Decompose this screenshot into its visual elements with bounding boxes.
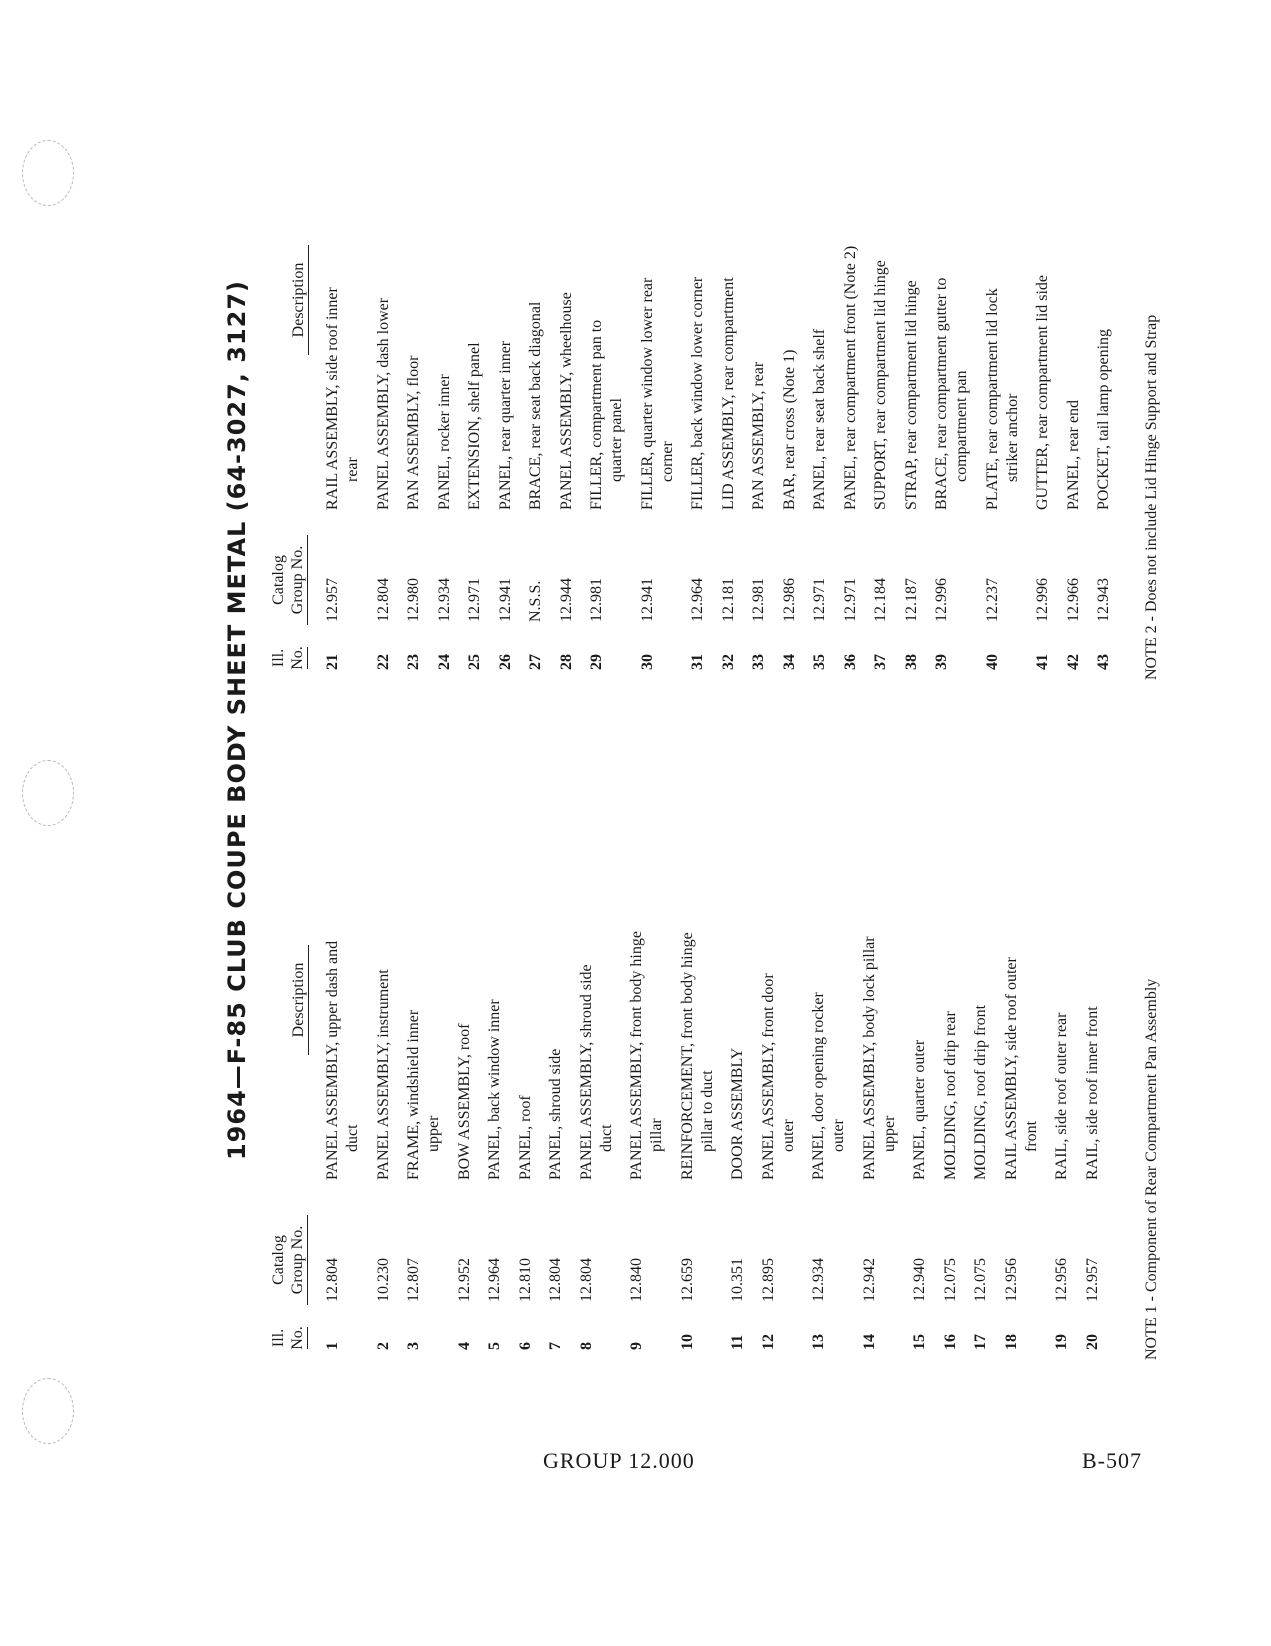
catalog-group-number: 12.804 (577, 1258, 595, 1302)
catalog-group-number: 10.351 (729, 1258, 746, 1302)
ill-number: 32 (719, 654, 737, 670)
ill-number: 6 (516, 1342, 534, 1350)
part-description (902, 280, 922, 510)
ill-number: 34 (780, 654, 798, 670)
catalog-group-number: 12.934 (810, 1258, 827, 1302)
ill-number: 15 (911, 1334, 928, 1350)
ill-number: 37 (872, 654, 889, 670)
ill-number: 19 (1053, 1334, 1070, 1350)
part-description (374, 298, 394, 510)
part-description (374, 969, 394, 1180)
description-continuation: upper (880, 1115, 898, 1152)
description-line: STRAP, rear compartment lid hinge (902, 280, 920, 510)
description-line: PANEL ASSEMBLY, wheelhouse (557, 292, 575, 510)
ill-number: 43 (1095, 654, 1112, 670)
catalog-group-number: 12.986 (780, 578, 798, 622)
description-line: MOLDING, roof drip rear (941, 1011, 959, 1180)
binder-hole-bottom (22, 1378, 74, 1444)
ill-number: 20 (1083, 1334, 1101, 1350)
part-description (526, 302, 546, 510)
part-description (1002, 957, 1042, 1180)
description-continuation: rear (344, 457, 361, 482)
catalog-group-number: 12.181 (719, 578, 737, 622)
right-catalog-header-rule (307, 535, 308, 625)
ill-number: 8 (577, 1342, 595, 1350)
right-ill-header-rule (307, 647, 308, 669)
description-line: BRACE, rear seat back diagonal (527, 301, 544, 510)
catalog-group-number: 12.804 (547, 1258, 564, 1302)
catalog-group-number: 12.895 (759, 1258, 777, 1302)
left-description-header (289, 820, 309, 1180)
left-ill-header-rule (307, 1327, 308, 1349)
part-description (809, 992, 849, 1180)
description-line: FILLER, compartment pan to (588, 319, 605, 510)
part-description (932, 278, 972, 510)
description-line: PLATE, rear compartment lid lock (983, 288, 1001, 510)
description-line: EXTENSION, shelf panel (466, 342, 483, 510)
ill-number: 16 (941, 1334, 959, 1350)
description-line: LID ASSEMBLY, rear compartment (719, 277, 737, 510)
page-title: 1964—F-85 CLUB COUPE BODY SHEET METAL (64-3027, 3127) (223, 279, 251, 1161)
left-description-header-text: Description (290, 962, 307, 1038)
catalog-group-number: 12.966 (1064, 578, 1082, 622)
catalog-group-number: 12.971 (811, 578, 828, 622)
right-description-header-text: Description (290, 262, 307, 338)
description-line: RAIL, side roof outer rear (1053, 1012, 1070, 1180)
description-line: RAIL ASSEMBLY, side roof inner (324, 287, 341, 510)
description-continuation: corner (658, 441, 676, 482)
ill-number: 23 (405, 654, 422, 670)
description-line: PANEL, rear quarter inner (496, 340, 514, 510)
ill-number: 35 (811, 654, 828, 670)
part-description (871, 260, 891, 510)
description-line: PANEL ASSEMBLY, shroud side (577, 964, 595, 1180)
part-description (404, 1010, 444, 1180)
right-ill-header-line1: Ill. (270, 648, 287, 668)
catalog-group-number: 12.943 (1095, 578, 1112, 622)
note-1: NOTE 1 - Component of Rear Compartment Pan Assembly (1143, 978, 1160, 1360)
description-continuation: pillar (648, 1118, 665, 1152)
catalog-group-number: 10.230 (374, 1258, 392, 1302)
description-line: REINFORCEMENT, front body hinge (678, 932, 696, 1180)
catalog-group-number: 12.659 (678, 1258, 696, 1302)
catalog-group-number: 12.941 (496, 578, 514, 622)
description-line: DOOR ASSEMBLY (729, 1047, 746, 1180)
left-catalog-header-rule (307, 1215, 308, 1305)
description-line: PAN ASSEMBLY, floor (405, 355, 422, 510)
ill-number: 14 (860, 1334, 878, 1350)
ill-number: 24 (435, 654, 453, 670)
catalog-group-number: 12.952 (455, 1258, 473, 1302)
right-ill-header-line2: No. (289, 646, 306, 670)
description-continuation: quarter panel (608, 398, 625, 482)
left-ill-header-line1: Ill. (270, 1328, 287, 1348)
description-continuation: front (1022, 1120, 1040, 1152)
catalog-group-number: 12.187 (902, 578, 920, 622)
catalog-group-number: 12.964 (689, 578, 706, 622)
binder-hole-middle (22, 760, 74, 826)
description-line: BRACE, rear compartment gutter to (933, 277, 950, 510)
description-continuation: duct (344, 1124, 361, 1152)
part-description (759, 973, 799, 1180)
part-description (688, 277, 708, 510)
part-description (323, 287, 363, 510)
part-description (910, 1040, 930, 1180)
ill-number: 21 (324, 654, 341, 670)
ill-number: 25 (466, 654, 483, 670)
description-continuation: striker anchor (1003, 393, 1021, 482)
right-catalog-header-line1: Catalog (270, 555, 287, 605)
left-ill-header-line2: No. (289, 1326, 306, 1350)
catalog-group-number: 12.807 (405, 1258, 422, 1302)
part-description (841, 246, 861, 510)
ill-number: 3 (405, 1342, 422, 1350)
footer-page-number: B-507 (1082, 1448, 1142, 1473)
part-description (941, 1011, 961, 1180)
description-line: PANEL, rear end (1064, 399, 1082, 510)
description-continuation: outer (830, 1119, 847, 1152)
ill-number: 22 (374, 654, 392, 670)
rotated-parts-table (215, 70, 1215, 1370)
part-description (587, 320, 627, 510)
part-description (728, 1048, 748, 1180)
catalog-group-number: 12.075 (972, 1258, 989, 1302)
part-description (810, 329, 830, 510)
part-description (719, 277, 739, 510)
ill-number: 26 (496, 654, 514, 670)
catalog-group-number: 12.940 (911, 1258, 928, 1302)
part-description (516, 1095, 536, 1180)
catalog-group-number: 12.981 (588, 578, 605, 622)
catalog-group-number: 12.981 (750, 578, 767, 622)
catalog-group-number: 12.810 (516, 1258, 534, 1302)
catalog-group-number: 12.957 (1083, 1258, 1101, 1302)
ill-number: 38 (902, 654, 920, 670)
part-description (1064, 400, 1084, 510)
catalog-group-number: 12.957 (324, 578, 341, 622)
description-continuation: outer (779, 1119, 797, 1152)
description-continuation: upper (425, 1115, 442, 1152)
catalog-group-number: 12.944 (557, 578, 575, 622)
part-description (1052, 1013, 1072, 1181)
ill-number: 42 (1064, 654, 1082, 670)
catalog-group-number: N.S.S. (527, 580, 544, 622)
catalog-group-number: 12.971 (466, 578, 483, 622)
left-catalog-header-line2: Group No. (289, 1225, 306, 1295)
left-ill-header (269, 1316, 308, 1360)
part-description (1033, 275, 1053, 510)
catalog-group-number: 12.237 (983, 578, 1001, 622)
description-line: PANEL ASSEMBLY, dash lower (374, 297, 392, 510)
ill-number: 29 (588, 654, 605, 670)
ill-number: 28 (557, 654, 575, 670)
note-2: NOTE 2 - Does not include Lid Hinge Support and Strap (1143, 314, 1160, 680)
ill-number: 18 (1002, 1334, 1020, 1350)
ill-number: 4 (455, 1342, 473, 1350)
catalog-group-number: 12.075 (941, 1258, 959, 1302)
description-line: BOW ASSEMBLY, roof (455, 1023, 473, 1180)
description-line: GUTTER, rear compartment lid side (1034, 274, 1051, 510)
part-description (749, 362, 769, 510)
part-description (983, 288, 1023, 510)
left-description-header-rule (308, 945, 309, 1055)
description-line: SUPPORT, rear compartment lid hinge (872, 260, 889, 510)
description-line: PANEL, shroud side (547, 1048, 564, 1180)
description-line: PANEL ASSEMBLY, instrument (374, 969, 392, 1180)
ill-number: 2 (374, 1342, 392, 1350)
description-line: BAR, rear cross (Note 1) (780, 349, 798, 510)
description-line: PANEL, rocker inner (435, 374, 453, 510)
description-line: FILLER, back window lower corner (689, 276, 706, 510)
part-description (404, 356, 424, 510)
description-line: PANEL, rear compartment front (Note 2) (841, 245, 859, 510)
part-description (780, 350, 800, 510)
ill-number: 33 (750, 654, 767, 670)
catalog-group-number: 12.804 (324, 1258, 341, 1302)
right-catalog-header-line2: Group No. (289, 545, 306, 615)
description-continuation: duct (597, 1124, 615, 1152)
ill-number: 17 (972, 1334, 989, 1350)
catalog-group-number: 12.964 (486, 1258, 503, 1302)
ill-number: 30 (638, 654, 656, 670)
description-line: PANEL ASSEMBLY, body lock pillar (860, 936, 878, 1180)
description-line: PANEL, rear seat back shelf (811, 328, 828, 510)
part-description (1083, 1006, 1103, 1180)
description-line: PANEL ASSEMBLY, upper dash and (324, 940, 341, 1180)
left-catalog-header (269, 1212, 308, 1308)
description-line: RAIL, side roof inner front (1083, 1006, 1101, 1180)
part-description (638, 278, 678, 510)
part-description (577, 964, 617, 1180)
description-line: POCKET, tail lamp opening (1095, 328, 1112, 510)
part-description (1094, 329, 1114, 510)
part-description (557, 292, 577, 510)
ill-number: 10 (678, 1334, 696, 1350)
left-catalog-header-line1: Catalog (270, 1235, 287, 1285)
catalog-group-number: 12.934 (435, 578, 453, 622)
catalog-group-number: 12.956 (1002, 1258, 1020, 1302)
ill-number: 13 (810, 1334, 827, 1350)
part-description (496, 341, 516, 510)
part-description (435, 374, 455, 510)
ill-number: 1 (324, 1342, 341, 1350)
catalog-group-number: 12.956 (1053, 1258, 1070, 1302)
part-description (546, 1049, 566, 1180)
part-description (971, 1005, 991, 1180)
description-continuation: compartment pan (953, 370, 970, 482)
catalog-group-number: 12.996 (933, 578, 950, 622)
ill-number: 27 (527, 654, 544, 670)
description-line: PANEL, roof (516, 1095, 534, 1180)
description-line: FILLER, quarter window lower rear (638, 277, 656, 510)
description-line: PANEL, back window inner (486, 999, 503, 1180)
catalog-group-number: 12.971 (841, 578, 859, 622)
ill-number: 5 (486, 1342, 503, 1350)
description-continuation: pillar to duct (698, 1070, 716, 1152)
description-line: MOLDING, roof drip front (972, 1004, 989, 1180)
ill-number: 39 (933, 654, 950, 670)
part-description (485, 999, 505, 1180)
description-line: FRAME, windshield inner (405, 1009, 422, 1180)
catalog-group-number: 12.804 (374, 578, 392, 622)
catalog-group-number: 12.184 (872, 578, 889, 622)
description-line: RAIL ASSEMBLY, side roof outer (1002, 957, 1020, 1180)
ill-number: 11 (729, 1334, 746, 1350)
binder-hole-top (22, 140, 74, 206)
description-line: PAN ASSEMBLY, rear (750, 361, 767, 510)
catalog-group-number: 12.996 (1034, 578, 1051, 622)
part-description (678, 932, 718, 1180)
catalog-group-number: 12.941 (638, 578, 656, 622)
description-line: PANEL, quarter outer (911, 1039, 928, 1180)
part-description (627, 931, 667, 1180)
part-description (455, 1024, 475, 1181)
right-catalog-header (269, 532, 308, 628)
catalog-group-number: 12.840 (628, 1258, 645, 1302)
right-description-header (289, 90, 309, 510)
ill-number: 40 (983, 654, 1001, 670)
part-description (860, 936, 900, 1180)
footer-group-label: GROUP 12.000 (543, 1448, 695, 1473)
part-description (323, 941, 363, 1180)
description-line: PANEL ASSEMBLY, front door (759, 973, 777, 1180)
ill-number: 36 (841, 654, 859, 670)
ill-number: 12 (759, 1334, 777, 1350)
part-description (465, 342, 485, 510)
description-line: PANEL, door opening rocker (810, 992, 827, 1180)
catalog-group-number: 12.942 (860, 1258, 878, 1302)
right-description-header-rule (308, 245, 309, 355)
ill-number: 9 (628, 1342, 645, 1350)
description-line: PANEL ASSEMBLY, front body hinge (628, 931, 645, 1180)
ill-number: 7 (547, 1342, 564, 1350)
catalog-group-number: 12.980 (405, 578, 422, 622)
ill-number: 31 (689, 654, 706, 670)
right-ill-header (269, 636, 308, 680)
ill-number: 41 (1034, 654, 1051, 670)
